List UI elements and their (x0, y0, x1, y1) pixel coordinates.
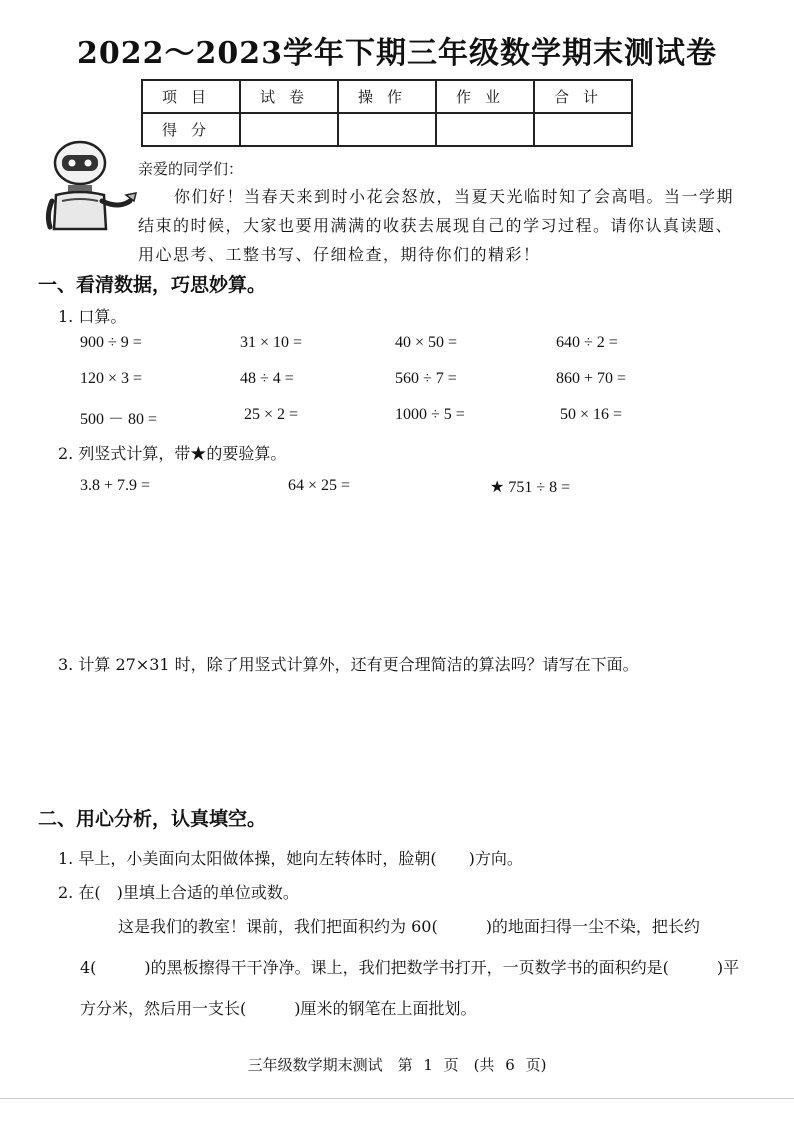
section1-heading: 一、看清数据，巧思妙算。 (38, 274, 267, 296)
s2-q1: 1. 早上，小美面向太阳做体操，她向左转体时，脸朝( )方向。 (58, 849, 523, 868)
q3-label: 3. 计算 27×31 时，除了用竖式计算外，还有更合理简洁的算法吗？请写在下面。 (58, 655, 639, 674)
section2-heading: 二、用心分析，认真填空。 (38, 808, 267, 830)
score-header-total: 合计 (534, 80, 632, 113)
calc-item: 500 － 80 = (80, 411, 158, 428)
page-title: 2022～2023学年下期三年级数学期末测试卷 (77, 36, 717, 71)
score-cell-homework[interactable] (436, 113, 534, 146)
calc-item: 640 ÷ 2 = (556, 334, 618, 351)
calc-item: 120 × 3 = (80, 370, 143, 387)
intro-letter: 你们好！当春天来到时小花会怒放，当夏天光临时知了会高唱。当一学期结束的时候，大家也要用满满的收获去展现自己的学习过程。请你认真读题、用心思考、工整书写、仔细检查，期待你们的精彩！ (138, 187, 735, 264)
calc-item: 900 ÷ 9 = (80, 334, 142, 351)
score-header-item: 项目 (142, 80, 240, 113)
score-header-homework: 作业 (436, 80, 534, 113)
calc-item: 860 + 70 = (556, 370, 627, 387)
calc-item: 50 × 16 = (560, 406, 623, 423)
intro-greeting: 亲爱的同学们： (138, 160, 244, 178)
score-table-header-row (142, 80, 632, 113)
q2-label: 2. 列竖式计算，带★的要验算。 (58, 444, 287, 463)
q1-label: 1. 口算。 (58, 307, 127, 326)
s2-q2-paragraph: 这是我们的教室！课前，我们把面积约为 60( )的地面扫得一尘不染，把长约 4( )的黑板擦得干干净净。课上，我们把数学书打开，一页数学书的面积约是( )平方分米，然后用一支长( )厘米的钢笔在上面批划。 (80, 917, 740, 1018)
page-footer: 三年级数学期末测试 第 1 页 (共 6 页) (247, 1056, 547, 1074)
score-table-score-row (142, 113, 632, 146)
robot-mascot-icon (40, 139, 140, 231)
vertical-calc-item: 3.8 + 7.9 = (80, 477, 151, 494)
score-cell-operation[interactable] (338, 113, 436, 146)
calc-item: 31 × 10 = (240, 334, 303, 351)
page-bottom-rule (0, 1098, 794, 1099)
vertical-calc-item: ★ 751 ÷ 8 = (490, 479, 571, 496)
calc-item: 560 ÷ 7 = (395, 370, 457, 387)
score-header-operation: 操作 (338, 80, 436, 113)
s2-q2-label: 2. 在( )里填上合适的单位或数。 (58, 883, 299, 902)
score-header-paper: 试卷 (240, 80, 338, 113)
score-cell-total[interactable] (534, 113, 632, 146)
calc-item: 48 ÷ 4 = (240, 370, 294, 387)
calc-item: 1000 ÷ 5 = (395, 406, 465, 423)
calc-item: 25 × 2 = (244, 406, 299, 423)
score-row-label: 得分 (142, 113, 240, 146)
calc-item: 40 × 50 = (395, 334, 458, 351)
score-cell-paper[interactable] (240, 113, 338, 146)
score-table (141, 79, 633, 147)
vertical-calc-item: 64 × 25 = (288, 477, 351, 494)
